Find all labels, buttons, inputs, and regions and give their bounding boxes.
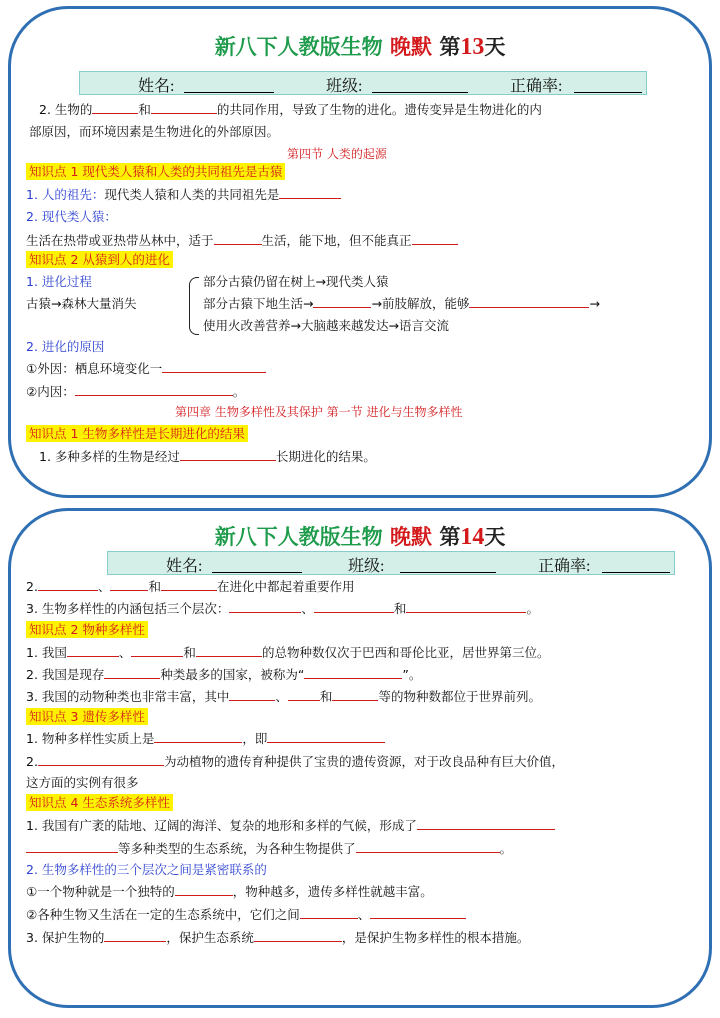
blank-field[interactable] bbox=[300, 907, 358, 919]
score-label: 正确率: bbox=[510, 78, 563, 95]
blank-field[interactable] bbox=[370, 907, 466, 919]
blank-field[interactable] bbox=[104, 667, 160, 679]
blank-field[interactable] bbox=[332, 689, 378, 701]
blank-field[interactable] bbox=[110, 579, 148, 591]
evolution-branch: 部分古猿仍留在树上→现代类人猿 bbox=[203, 274, 389, 289]
score-label: 正确率: bbox=[538, 558, 591, 575]
subheading: 2. 进化的原因 bbox=[26, 339, 105, 354]
brace-icon bbox=[189, 277, 199, 335]
name-field[interactable] bbox=[184, 92, 274, 93]
blank-field[interactable] bbox=[267, 731, 385, 743]
text-line: 1. 人的祖先：现代类人猿和人类的共同祖先是 bbox=[26, 187, 341, 203]
knowledge-point-heading: 知识点 3 遗传多样性 bbox=[26, 709, 148, 725]
blank-field[interactable] bbox=[38, 754, 164, 766]
text-line: 3. 保护生物的 ，保护生态系统 ，是保护生物多样性的根本措施。 bbox=[26, 930, 530, 945]
worksheet-day-14 bbox=[8, 508, 712, 1008]
blank-field[interactable] bbox=[154, 731, 242, 743]
text-line: 1. 物种多样性实质上是 ，即 bbox=[26, 731, 385, 747]
knowledge-point-heading: 知识点 1 现代类人猿和人类的共同祖先是古猿 bbox=[26, 164, 285, 180]
text-line: 2. 我国是现存 种类最多的国家，被称为“ ”。 bbox=[26, 667, 422, 682]
knowledge-point-heading: 知识点 1 生物多样性是长期进化的结果 bbox=[26, 426, 248, 442]
blank-field[interactable] bbox=[417, 818, 555, 830]
text-line: ①外因：栖息环境变化一 bbox=[26, 361, 266, 377]
text-line: 生活在热带或亚热带丛林中，适于 生活，能下地，但不能真正 bbox=[26, 233, 458, 249]
blank-field[interactable] bbox=[67, 645, 119, 657]
blank-field[interactable] bbox=[151, 102, 217, 114]
blank-field[interactable] bbox=[196, 645, 262, 657]
blank-field[interactable] bbox=[104, 930, 166, 942]
text-line: 2. 为动植物的遗传育种提供了宝贵的遗传资源，对于改良品种有巨大价值， bbox=[26, 754, 564, 769]
text-line: ②各种生物又生活在一定的生态系统中，它们之间 、 bbox=[26, 907, 466, 923]
blank-field[interactable] bbox=[304, 667, 402, 679]
text-line: 3. 我国的动物种类也非常丰富，其中 、 和 等的物种数都位于世界前列。 bbox=[26, 689, 541, 704]
text-line: ①一个物种就是一个独特的 ，物种越多，遗传多样性就越丰富。 bbox=[26, 884, 433, 899]
text-line: 1. 我国有广袤的陆地、辽阔的海洋、复杂的地形和多样的气候，形成了 bbox=[26, 818, 555, 834]
blank-field[interactable] bbox=[131, 645, 183, 657]
blank-field[interactable] bbox=[288, 689, 320, 701]
class-field[interactable] bbox=[400, 572, 496, 573]
score-field[interactable] bbox=[602, 572, 670, 573]
text-line: 3. 生物多样性的内涵包括三个层次： 、 和 。 bbox=[26, 601, 539, 616]
class-label: 班级: bbox=[348, 558, 385, 575]
text-line: 等多种类型的生态系统，为各种生物提供了 。 bbox=[26, 841, 512, 857]
blank-field[interactable] bbox=[254, 930, 342, 942]
blank-field[interactable] bbox=[279, 187, 341, 199]
blank-field[interactable] bbox=[412, 233, 458, 245]
score-field[interactable] bbox=[574, 92, 642, 93]
worksheet-title: 新八下人教版生物 晚默 第14天 bbox=[214, 524, 506, 550]
blank-field[interactable] bbox=[314, 601, 394, 613]
blank-field[interactable] bbox=[229, 601, 301, 613]
text-line: 2. 生物的 和 的共同作用，导致了生物的进化。遗传变异是生物进化的内 bbox=[39, 102, 542, 117]
section-heading: 第四节 人类的起源 bbox=[287, 147, 387, 161]
knowledge-point-heading: 知识点 2 物种多样性 bbox=[26, 622, 148, 638]
class-field[interactable] bbox=[372, 92, 468, 93]
blank-field[interactable] bbox=[469, 296, 589, 308]
knowledge-point-heading: 知识点 2 从猿到人的进化 bbox=[26, 252, 173, 268]
blank-field[interactable] bbox=[214, 233, 262, 245]
subheading: 2. 现代类人猿： bbox=[26, 209, 117, 224]
evolution-branch: 部分古猿下地生活→ →前肢解放，能够 → bbox=[203, 296, 600, 311]
text-line: ②内因： 。 bbox=[26, 384, 246, 399]
blank-field[interactable] bbox=[26, 841, 118, 853]
blank-field[interactable] bbox=[313, 296, 371, 308]
blank-field[interactable] bbox=[75, 384, 233, 396]
blank-field[interactable] bbox=[180, 449, 276, 461]
student-info-bar bbox=[107, 551, 675, 575]
evolution-branch: 使用火改善营养→大脑越来越发达→语言交流 bbox=[203, 318, 449, 333]
subheading: 2. 生物多样性的三个层次之间是紧密联系的 bbox=[26, 862, 267, 877]
name-label: 姓名: bbox=[166, 558, 203, 575]
name-field[interactable] bbox=[212, 572, 302, 573]
blank-field[interactable] bbox=[92, 102, 138, 114]
blank-field[interactable] bbox=[406, 601, 526, 613]
text-line: 1. 我国 、 和 的总物种数仅次于巴西和哥伦比亚，居世界第三位。 bbox=[26, 645, 550, 660]
text-line: 这方面的实例有很多 bbox=[26, 775, 139, 790]
blank-field[interactable] bbox=[229, 689, 275, 701]
text-line: 部原因，而环境因素是生物进化的外部原因。 bbox=[29, 124, 280, 139]
blank-field[interactable] bbox=[38, 579, 98, 591]
text-line: 1. 多种多样的生物是经过 长期进化的结果。 bbox=[39, 449, 376, 464]
blank-field[interactable] bbox=[356, 841, 500, 853]
worksheet-day-13 bbox=[8, 6, 712, 498]
worksheet-title: 新八下人教版生物 晚默 第13天 bbox=[214, 34, 506, 60]
knowledge-point-heading: 知识点 4 生态系统多样性 bbox=[26, 795, 173, 811]
class-label: 班级: bbox=[326, 78, 363, 95]
student-info-bar bbox=[79, 71, 647, 95]
name-label: 姓名: bbox=[138, 78, 175, 95]
blank-field[interactable] bbox=[175, 884, 233, 896]
blank-field[interactable] bbox=[162, 361, 266, 373]
text-line: 2. 、 和 在进化中都起着重要作用 bbox=[26, 579, 355, 594]
chapter-heading: 第四章 生物多样性及其保护 第一节 进化与生物多样性 bbox=[175, 405, 463, 419]
subheading: 1. 进化过程 bbox=[26, 274, 92, 289]
evolution-origin: 古猿→森林大量消失 bbox=[26, 296, 137, 311]
blank-field[interactable] bbox=[161, 579, 217, 591]
